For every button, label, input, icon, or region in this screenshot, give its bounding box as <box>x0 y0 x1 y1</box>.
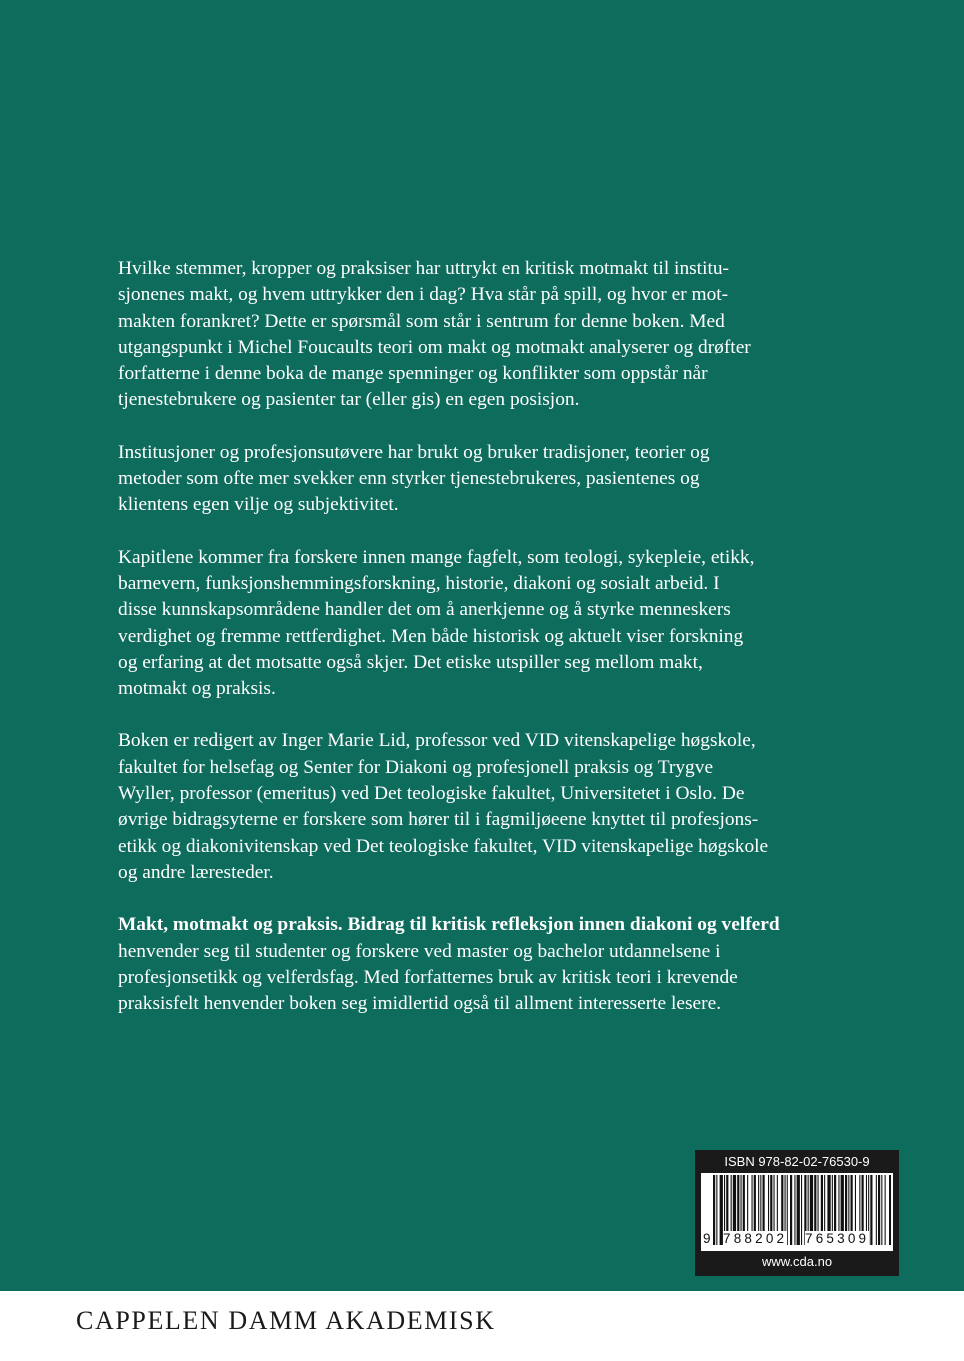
barcode-area <box>701 1173 893 1251</box>
isbn-label: ISBN 978-82-02-76530-9 <box>724 1154 870 1169</box>
isbn-barcode-box <box>695 1150 899 1276</box>
blurb-paragraph-3: Kapitlene kommer fra forskere innen mange fagfelt, som teologi, sykepleie, etikk, barnevern, funksjonshemmingsforskning, historie, diakoni og sosialt arbeid. I disse kunnskapsområdene handler det om å anerkjenne og å styrke menneskers verdighet og fremme rettferdighet. Men både historisk og aktuelt viser forskning og erfaring at det motsatte også skjer. Det etiske utspiller seg mellom makt, motmakt og praksis. <box>118 546 755 700</box>
back-cover-blurb <box>118 256 878 1017</box>
barcode-left-digits: 788202 <box>723 1231 788 1246</box>
publisher-logo: CAPPELEN DAMM AKADEMISK <box>76 1306 496 1335</box>
blurb-paragraph-1: Hvilke stemmer, kropper og praksiser har uttrykt en kritisk motmakt til institu- sjonenes makt, og hvem uttrykker den i dag? Hva står på spill, og hvor er mot- makten forankret? Dette er spørsmål som står i sentrum for denne boken. Med utgangspunkt i Michel Foucaults teori om makt og motmakt analyserer og drøfter forfatterne i denne boka de mange spenninger og konflikter som oppstår når tjenestebrukere og pasienter tar (eller gis) en egen posisjon. <box>118 258 751 411</box>
barcode-lead-digit: 9 <box>703 1231 711 1246</box>
barcode-digits <box>701 1231 893 1249</box>
publisher-website: www.cda.no <box>761 1254 833 1269</box>
blurb-paragraph-2: Institusjoner og profesjonsutøvere har brukt og bruker tradisjoner, teorier og metoder som ofte mer svekker enn styrker tjenestebrukeres, pasientenes og klientens egen vilje og subjektivitet. <box>118 441 710 516</box>
blurb-paragraph-5 <box>118 912 878 1017</box>
blurb-paragraph-5-text: henvender seg til studenter og forskere ved master og bachelor utdannelsene i profesjonsetikk og velferdsfag. Med forfatternes bruk av kritisk teori i krevende praksisfelt henvender boken seg imidlertid også til allment interesserte lesere. <box>118 940 738 1015</box>
barcode-right-digits: 765309 <box>805 1231 870 1246</box>
book-title-bold: Makt, motmakt og praksis. Bidrag til kritisk refleksjon innen diakoni og velferd <box>118 914 780 936</box>
blurb-paragraph-4: Boken er redigert av Inger Marie Lid, professor ved VID vitenskapelige høgskole, fakultet for helsefag og Senter for Diakoni og profesjonell praksis og Trygve Wyller, professor (emeritus) ved Det teologiske fakultet, Universitetet i Oslo. De øvrige bidragsyterne er forskere som hører til i fagmiljøeene knyttet til profesjons- etikk og diakonivitenskap ved Det teologiske fakultet, VID vitenskapelige høgskole og andre læresteder. <box>118 730 769 883</box>
